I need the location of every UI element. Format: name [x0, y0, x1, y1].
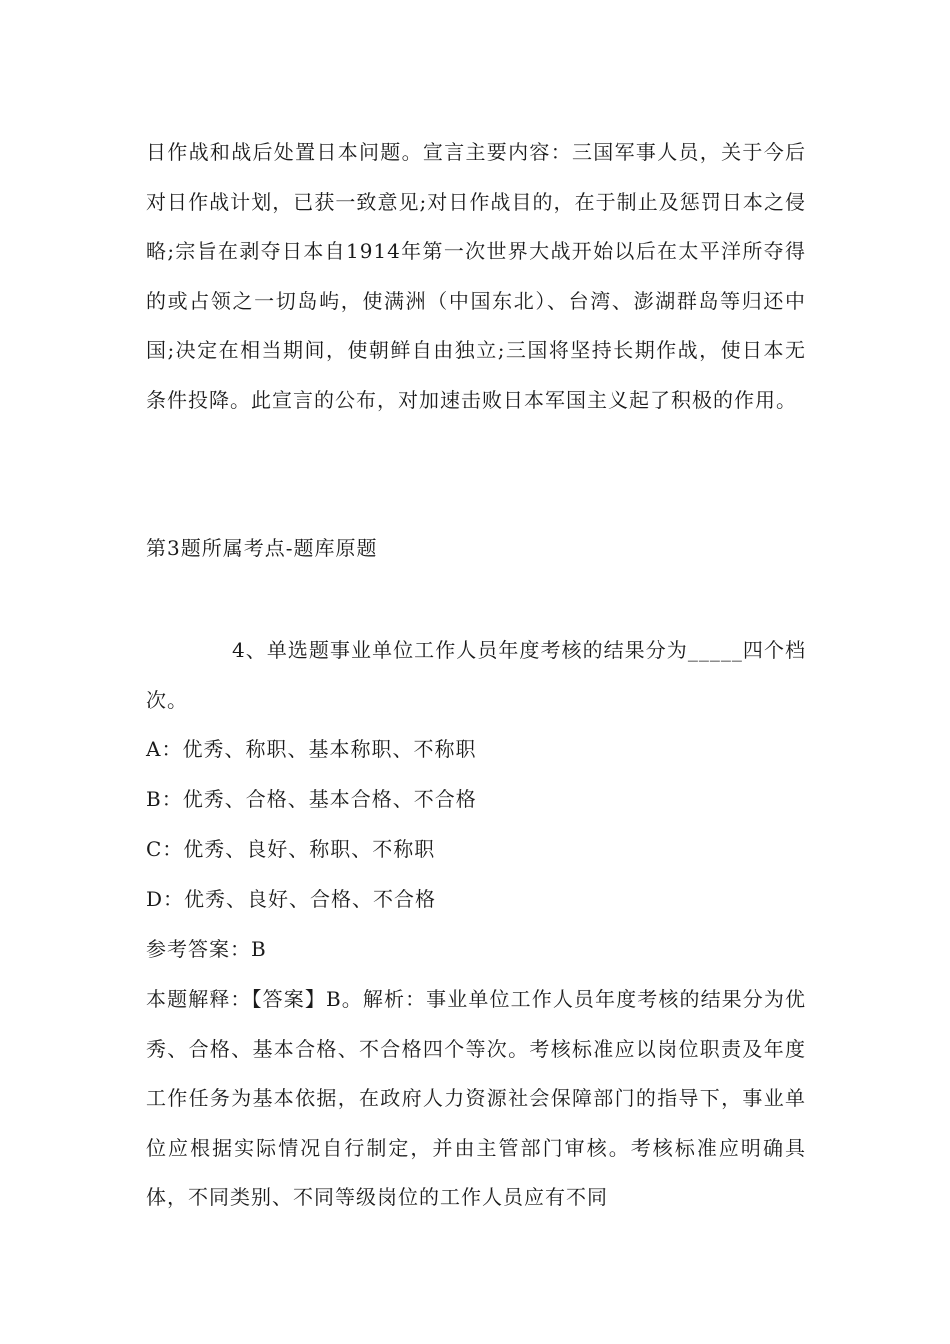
option-a: A：优秀、称职、基本称职、不称职 — [146, 737, 477, 761]
option-b: B：优秀、合格、基本合格、不合格 — [146, 787, 477, 811]
reference-answer: 参考答案：B — [146, 937, 267, 961]
option-c: C：优秀、良好、称职、不称职 — [146, 837, 436, 861]
question-4-stem: 4、单选题事业单位工作人员年度考核的结果分为_____四个档次。 — [146, 638, 806, 712]
q3-exam-point: 第3题所属考点-题库原题 — [146, 536, 378, 560]
answer-explanation: 本题解释：【答案】B。解析：事业单位工作人员年度考核的结果分为优秀、合格、基本合格、不合格四个等次。考核标准应以岗位职责及年度工作任务为基本依据，在政府人力资源社会保障部门的指导下，事业单位应根据实际情况自行制定，并由主管部门审核。考核标准应明确具体，不同类别、不同等级岗位的工作人员应有不同 — [146, 987, 806, 1210]
intro-paragraph: 日作战和战后处置日本问题。宣言主要内容：三国军事人员，关于今后对日作战计划，已获一致意见;对日作战目的，在于制止及惩罚日本之侵略;宗旨在剥夺日本自1914年第一次世界大战开始以后在太平洋所夺得的或占领之一切岛屿，使满洲（中国东北）、台湾、澎湖群岛等归还中国;决定在相当期间，使朝鲜自由独立;三国将坚持长期作战，使日本无条件投降。此宣言的公布，对加速击败日本军国主义起了积极的作用。 — [146, 140, 806, 412]
option-d: D：优秀、良好、合格、不合格 — [146, 887, 437, 911]
